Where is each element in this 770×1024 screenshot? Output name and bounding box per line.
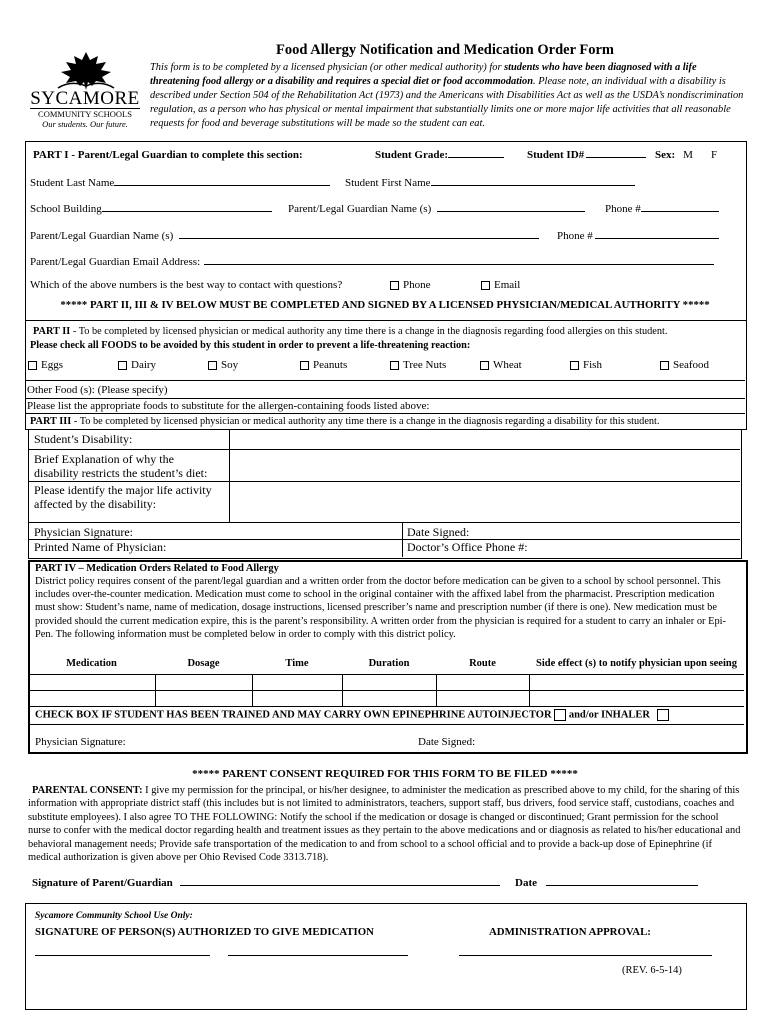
checkbox-icon[interactable] bbox=[480, 361, 489, 370]
first-name-label: Student First Name bbox=[345, 177, 635, 189]
parent-signature-field[interactable] bbox=[180, 885, 500, 886]
checkbox-icon[interactable] bbox=[28, 361, 37, 370]
school-use-heading: Sycamore Community School Use Only: bbox=[35, 911, 193, 921]
column-header: Duration bbox=[368, 658, 410, 669]
food-option-seafood[interactable]: Seafood bbox=[660, 359, 709, 371]
guardian1-field[interactable] bbox=[437, 211, 585, 212]
part3-heading: PART III - To be completed by licensed physician or medical authority any time there is a change in the diagnosis regarding a disability for this student. bbox=[30, 416, 660, 427]
part4-date-signed: Date Signed: bbox=[418, 736, 476, 748]
sex-label: Sex: M F bbox=[655, 149, 718, 161]
consent-heading: ***** PARENT CONSENT REQUIRED FOR THIS FORM TO BE FILED ***** bbox=[192, 768, 578, 780]
intro-a: This form is to be completed by a licensed physician (or other medical authority) for bbox=[150, 62, 505, 73]
food-option-wheat[interactable]: Wheat bbox=[480, 359, 522, 371]
part4-phys-sig: Physician Signature: bbox=[35, 736, 126, 748]
phone2-label: Phone # bbox=[557, 230, 719, 242]
revision-label: (REV. 6-5-14) bbox=[622, 965, 682, 976]
parent-date-field[interactable] bbox=[546, 885, 698, 886]
logo-tagline: Our students. Our future. bbox=[42, 119, 128, 129]
substitute-label: Please list the appropriate foods to substitute for the allergen-containing foods listed above: bbox=[27, 400, 430, 412]
divider bbox=[252, 674, 253, 706]
checkbox-icon[interactable] bbox=[390, 361, 399, 370]
sex-m[interactable]: M bbox=[683, 149, 693, 161]
divider bbox=[342, 674, 343, 706]
guardian2-label: Parent/Legal Guardian Name (s) bbox=[30, 230, 539, 242]
last-name-field[interactable] bbox=[114, 185, 330, 186]
food-option-fish[interactable]: Fish bbox=[570, 359, 602, 371]
part1-heading: PART I - Parent/Legal Guardian to complete this section: bbox=[33, 149, 303, 161]
food-option-tree-nuts[interactable]: Tree Nuts bbox=[390, 359, 446, 371]
id-label: Student ID# bbox=[527, 149, 646, 161]
part2-instruction: Please check all FOODS to be avoided by this student in order to prevent a life-threatening reaction: bbox=[30, 340, 471, 351]
intro-c: . Please note, an individual with a disability is described under Section 504 of the Rehabilitation Act (1973) and the Americans with Disabilities Act as well as the USDA’s nondiscrimination regulation, as a person who has physical or mental impairment that substantially limits one or more major life activities that all reasonable requests for food and beverage substitutions will be made so the student can eat. bbox=[150, 76, 744, 129]
column-header: Time bbox=[285, 658, 309, 669]
phone2-field[interactable] bbox=[595, 238, 719, 239]
explain-label-2: disability restricts the student’s diet: bbox=[34, 466, 208, 480]
divider bbox=[25, 380, 745, 381]
logo-name: SYCAMORE bbox=[30, 88, 140, 109]
id-field[interactable] bbox=[586, 157, 646, 158]
checkbox-icon[interactable] bbox=[118, 361, 127, 370]
column-header: Route bbox=[469, 658, 496, 669]
date-signed-label: Date Signed: bbox=[407, 525, 470, 539]
grade-field[interactable] bbox=[448, 157, 504, 158]
other-food-label: Other Food (s): (Please specify) bbox=[27, 384, 168, 396]
phys-sig-label: Physician Signature: bbox=[34, 525, 133, 539]
phone-checkbox[interactable] bbox=[390, 281, 399, 290]
disability-label: Student’s Disability: bbox=[34, 432, 133, 446]
last-name-label: Student Last Name bbox=[30, 177, 330, 189]
office-phone-label: Doctor’s Office Phone #: bbox=[407, 540, 528, 554]
divider bbox=[28, 724, 744, 725]
checkbox-icon[interactable] bbox=[570, 361, 579, 370]
opt-email[interactable]: Email bbox=[481, 279, 520, 291]
divider bbox=[529, 674, 530, 706]
logo bbox=[30, 50, 140, 132]
email-field[interactable] bbox=[204, 264, 714, 265]
divider bbox=[436, 674, 437, 706]
consent-paragraph bbox=[28, 784, 742, 864]
intro-paragraph bbox=[150, 61, 745, 131]
phone1-field[interactable] bbox=[641, 211, 719, 212]
checkbox-icon[interactable] bbox=[660, 361, 669, 370]
column-header: Dosage bbox=[187, 658, 220, 669]
explain-label-1: Brief Explanation of why the bbox=[34, 452, 174, 466]
physician-notice: ***** PART II, III & IV BELOW MUST BE COMPLETED AND SIGNED BY A LICENSED PHYSICIAN/MEDICAL AUTHORITY ***** bbox=[60, 299, 710, 311]
parent-date: Date bbox=[515, 877, 698, 889]
checkbox-icon[interactable] bbox=[208, 361, 217, 370]
epinephrine-checkbox[interactable] bbox=[554, 709, 566, 721]
major-label-2: affected by the disability: bbox=[34, 497, 157, 511]
column-header: Medication bbox=[66, 658, 117, 669]
intro-b: students who have been diagnosed with a life threatening food allergy or a disability and requires a special diet or food accommodation bbox=[150, 62, 697, 87]
first-name-field[interactable] bbox=[431, 185, 635, 186]
phone1-label: Phone # bbox=[605, 203, 719, 215]
divider bbox=[155, 674, 156, 706]
divider bbox=[25, 398, 745, 399]
printed-name-label: Printed Name of Physician: bbox=[34, 540, 167, 554]
opt-phone[interactable]: Phone bbox=[390, 279, 431, 291]
food-option-eggs[interactable]: Eggs bbox=[28, 359, 63, 371]
authorized-label: SIGNATURE OF PERSON(S) AUTHORIZED TO GIVE MEDICATION bbox=[35, 926, 374, 938]
part2-heading: PART II - To be completed by licensed physician or medical authority any time there is a change in the diagnosis regarding food allergies on this student. bbox=[33, 326, 668, 337]
food-option-dairy[interactable]: Dairy bbox=[118, 359, 156, 371]
divider bbox=[28, 449, 740, 450]
contact-question: Which of the above numbers is the best way to contact with questions? bbox=[30, 279, 343, 291]
medication-table bbox=[28, 657, 744, 707]
signature-line[interactable] bbox=[459, 955, 712, 956]
email-checkbox[interactable] bbox=[481, 281, 490, 290]
inhaler-checkbox[interactable] bbox=[657, 709, 669, 721]
school-field[interactable] bbox=[102, 211, 272, 212]
parent-signature: Signature of Parent/Guardian bbox=[32, 877, 500, 889]
grade-label: Student Grade: bbox=[375, 149, 504, 161]
food-option-peanuts[interactable]: Peanuts bbox=[300, 359, 347, 371]
logo-sub: COMMUNITY SCHOOLS bbox=[30, 108, 140, 119]
signature-line[interactable] bbox=[35, 955, 210, 956]
checkbox-icon[interactable] bbox=[300, 361, 309, 370]
email-label: Parent/Legal Guardian Email Address: bbox=[30, 256, 714, 268]
consent-label: PARENTAL CONSENT: bbox=[32, 785, 143, 796]
guardian1-label: Parent/Legal Guardian Name (s) bbox=[288, 203, 585, 215]
approval-label: ADMINISTRATION APPROVAL: bbox=[489, 926, 651, 938]
form-title: Food Allergy Notification and Medication Order Form bbox=[275, 42, 615, 58]
divider bbox=[229, 429, 230, 522]
divider bbox=[28, 481, 740, 482]
sex-f[interactable]: F bbox=[710, 149, 718, 161]
divider bbox=[402, 522, 403, 557]
divider bbox=[25, 413, 745, 414]
guardian2-field[interactable] bbox=[179, 238, 539, 239]
part4-heading: PART IV – Medication Orders Related to Food Allergy bbox=[35, 563, 279, 574]
major-label-1: Please identify the major life activity bbox=[34, 483, 212, 497]
signature-line[interactable] bbox=[228, 955, 408, 956]
food-option-soy[interactable]: Soy bbox=[208, 359, 238, 371]
tree-icon bbox=[56, 50, 116, 90]
consent-text: I give my permission for the principal, or his/her designee, to administer the medication as prescribed above to my child, for the sharing of this information with appropriate district staff (this includes but is not limited to administrators, teachers, support staff, bus drivers, food service staff, custodians, coaches and substitute employees). I also agree TO THE FOLLOWING: Notify the school if the medication or dosage is changed or discontinued; Grant permission for the school nurse to confer with the medical doctor regarding health and treatment issues as they pertain to the above medications and or diagnosis as related to his/her educational and behavioral management needs; Provide safe transportation of the medication to and from school to a school official and to provide a back-up dose of Epinephrine (if medical authorization is given above per Ohio Revised Code 3313.718). bbox=[28, 785, 741, 864]
column-header: Side effect (s) to notify physician upon seeing bbox=[536, 658, 737, 669]
part4-policy: District policy requires consent of the parent/legal guardian and a written order from the doctor before medication can be given to a school by school personnel. This includes over-the-counter medication. Medication must come to school in the original container with the affixed label from the pharmacist. Prescription medication must show: Student’s name, name of medication, dosage instructions, licensed prescriber’s name and prescription number (if there is one). New medication must be provided should the current medication expire, this is the parent’s responsibility. A written order from the physician is required for a student to carry an inhaler or Epi-Pen. The following information must be completed below in order to comply with this district policy. bbox=[35, 576, 726, 640]
check-epinephrine-text: CHECK BOX IF STUDENT HAS BEEN TRAINED AND MAY CARRY OWN EPINEPHRINE AUTOINJECTOR and/or INHALER bbox=[35, 709, 669, 721]
school-label: School Building bbox=[30, 203, 272, 215]
divider bbox=[28, 522, 740, 523]
